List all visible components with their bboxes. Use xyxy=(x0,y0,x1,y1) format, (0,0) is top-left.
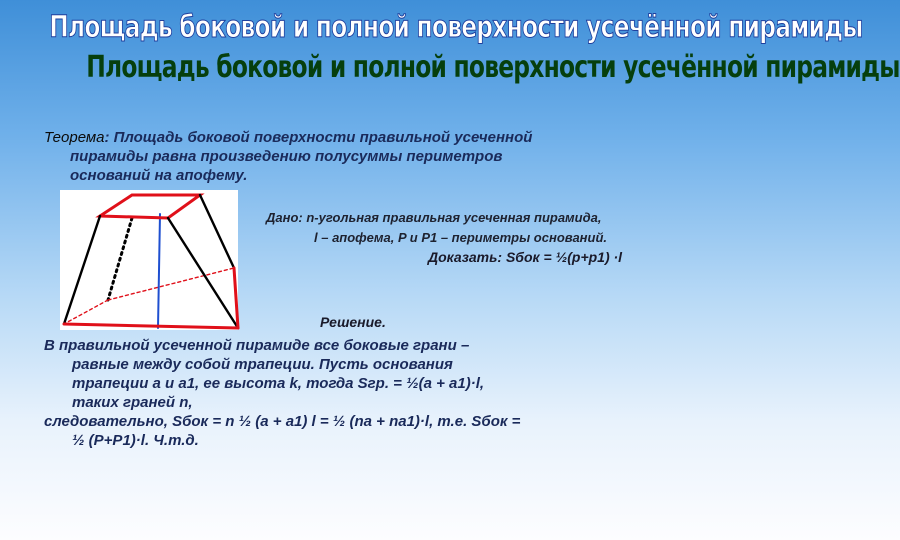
top-base xyxy=(100,195,200,218)
prove-text: Доказать: Sбок = ½(p+p1) ·l xyxy=(428,249,623,265)
lateral-edge-front xyxy=(168,218,238,328)
theorem-lead: Теорема xyxy=(44,129,105,146)
theorem-text xyxy=(44,128,684,185)
given-line-1: Дано: n-угольная правильная усеченная пирамида, xyxy=(266,210,602,225)
solution-label: Решение. xyxy=(320,314,386,330)
frustum-drawing xyxy=(60,190,238,330)
lateral-edge-right xyxy=(200,195,234,268)
solution-text xyxy=(44,336,694,450)
bottom-edge-right xyxy=(234,268,238,328)
slide-title-shadow: Площадь боковой и полной поверхности усечённой пирамиды xyxy=(49,10,863,45)
solution-line-4: таких граней n, xyxy=(72,394,193,411)
solution-line-2: равные между собой трапеции. Пусть основания xyxy=(72,356,453,373)
hidden-edge-back xyxy=(108,218,132,300)
theorem-line-2: пирамиды равна произведению полусуммы периметров xyxy=(70,148,503,165)
solution-line-5: следовательно, Sбок = n ½ (a + a1) l = ½ (na + na1)·l, т.е. Sбок = xyxy=(44,413,521,430)
theorem-line-3: оснований на апофему. xyxy=(70,167,248,184)
given-line-2: l – апофема, P и P1 – периметры оснований. xyxy=(314,230,608,245)
slide-title: Площадь боковой и полной поверхности усечённой пирамиды xyxy=(86,50,900,85)
apothem-line xyxy=(158,214,160,328)
frustum-figure xyxy=(60,190,238,330)
solution-line-6: ½ (P+P1)·l. Ч.т.д. xyxy=(72,432,199,449)
given-text xyxy=(266,208,696,248)
solution-line-1: В правильной усеченной пирамиде все боковые грани – xyxy=(44,337,470,354)
theorem-line-1: : Площадь боковой поверхности правильной усеченной xyxy=(104,129,533,146)
solution-line-3: трапеции a и a1, ее высота k, тогда Sгр. = ½(a + a1)·l, xyxy=(72,375,485,392)
hidden-edge-base-right xyxy=(108,268,234,300)
bottom-edge-front xyxy=(64,324,238,328)
